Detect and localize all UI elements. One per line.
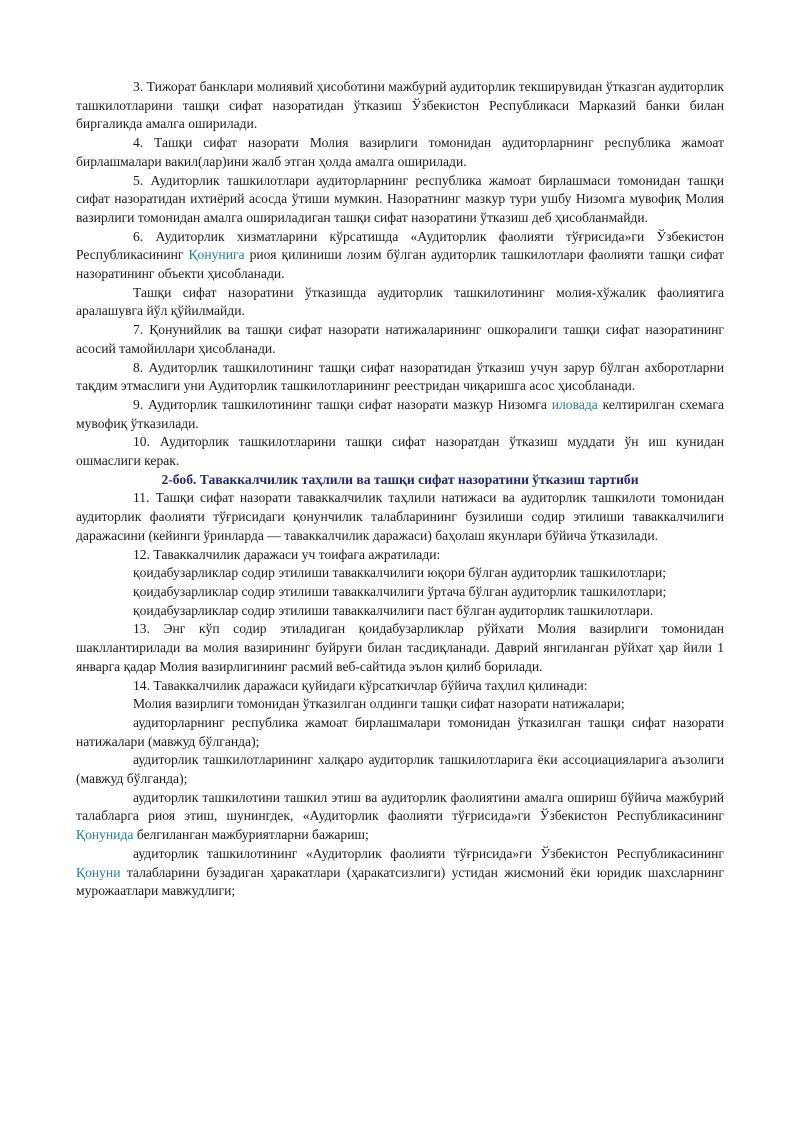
indicator-item-5 xyxy=(76,845,724,901)
appendix-link[interactable]: иловада xyxy=(551,396,598,412)
paragraph-13: 13. Энг кўп содир этиладиган қоидабузарликлар рўйхати Молия вазирлиги томонидан шакллантирилади ва молия вазирининг буйруғи билан тасдиқланади. Даврий янгиланган рўйхат ҳар йили 1 январга қадар Молия вазирлигининг расмий веб-сайтида эълон қилиб борилади. xyxy=(76,621,724,674)
indicator-item-1: Молия вазирлиги томонидан ўтказилган олдинги ташқи сифат назорати натижалари; xyxy=(133,696,625,712)
paragraph-5: 5. Аудиторлик ташкилотлари аудиторларнинг республика жамоат бирлашмаси томонидан ташқи сифат назоратидан ихтиёрий асосда ўтиши мумкин. Назоратнинг мазкур тури ушбу Низомга мувофиқ Молия вазирлиги томонидан амалга ошириладиган ташқи сифат назоратини ўтказиш деб ҳисобланмайди. xyxy=(76,172,724,225)
paragraph-7: 7. Қонунийлик ва ташқи сифат назорати натижаларининг ошкоралиги ташқи сифат назоратининг асосий тамойиллари ҳисобланади. xyxy=(76,322,724,356)
law-link[interactable]: Қонунида xyxy=(76,827,134,843)
paragraph-6-text-before: 6. Аудиторлик хизматларини кўрсатишда «Аудиторлик фаолияти тўғрисида»ги Ўзбекистон Республикасининг xyxy=(76,228,724,263)
paragraph-6-text-after: риоя қилиниши лозим бўлган аудиторлик ташкилотлари фаолияти ташқи сифат назоратининг объекти ҳисобланади. xyxy=(76,247,724,282)
risk-category-medium: қоидабузарликлар содир этилиши таваккалчилиги ўртача бўлган аудиторлик ташкилотлари; xyxy=(133,583,667,599)
indicator-item-5-text-before: аудиторлик ташкилотининг «Аудиторлик фаолияти тўғрисида»ги Ўзбекистон Республикасининг xyxy=(133,845,724,861)
paragraph-9-text-after: келтирилган схемага мувофиқ ўтказилади. xyxy=(76,396,724,431)
indicator-item-4-text-after: белгиланган мажбуриятларни бажариш; xyxy=(133,827,369,843)
paragraph-4: 4. Ташқи сифат назорати Молия вазирлиги томонидан аудиторларнинг республика жамоат бирлашмалари вакил(лар)ини жалб этган ҳолда амалга оширилади. xyxy=(76,135,724,169)
risk-category-high: қоидабузарликлар содир этилиши таваккалчилиги юқори бўлган аудиторлик ташкилотлари; xyxy=(133,565,667,581)
paragraph-3: 3. Тижорат банклари молиявий ҳисоботини мажбурий аудиторлик текширувидан ўтказган аудиторлик ташкилотларини ташқи сифат назоратидан ўтказиш Ўзбекистон Республикаси Марказий банки билан биргаликда амалга оширилади. xyxy=(76,79,724,132)
paragraph-10: 10. Аудиторлик ташкилотларини ташқи сифат назоратдан ўтказиш муддати ўн иш кунидан ошмаслиги керак. xyxy=(76,434,724,469)
paragraph-6-continued: Ташқи сифат назоратини ўтказишда аудиторлик ташкилотининг молия-хўжалик фаолиятига аралашувга йўл қўйилмайди. xyxy=(76,284,724,319)
paragraph-14: 14. Таваккалчилик даражаси қуйидаги кўрсаткичлар бўйича таҳлил қилинади: xyxy=(133,677,588,693)
paragraph-11: 11. Ташқи сифат назорати таваккалчилик таҳлили натижаси ва аудиторлик ташкилоти томонидан аудиторлик фаолияти тўғрисидаги қонунчилик талабларининг бузилиши содир этилиши таваккалчилиги даражасини (кейинги ўринларда — таваккалчилик даражаси) баҳолаш якунлари бўйича ўтказилади. xyxy=(76,490,724,543)
paragraph-6 xyxy=(76,228,724,284)
paragraph-12: 12. Таваккалчилик даражаси уч тоифага ажратилади: xyxy=(133,546,441,562)
indicator-item-3: аудиторлик ташкилотларининг халқаро аудиторлик ташкилотларига ёки ассоциацияларига аъзолиги (мавжуд бўлганда); xyxy=(76,752,724,787)
paragraph-9 xyxy=(76,396,724,433)
paragraph-8: 8. Аудиторлик ташкилотининг ташқи сифат назоратидан ўтказиш учун зарур бўлган ахборотларни тақдим этмаслиги уни Аудиторлик ташкилотларининг реестридан чиқаришга асос ҳисобланади. xyxy=(76,359,724,394)
paragraph-9-text-before: 9. Аудиторлик ташкилотининг ташқи сифат назорати мазкур Низомга xyxy=(133,396,552,412)
indicator-item-5-text-after: талабларини бузадиган ҳаракатлари (ҳаракатсизлиги) устидан жисмоний ёки юридик шахсларнинг мурожаатлари мавжудлиги; xyxy=(76,864,724,899)
law-link[interactable]: Қонуни xyxy=(76,864,121,880)
document-page xyxy=(76,78,724,901)
chapter-2-heading: 2-боб. Таваккалчилик таҳлили ва ташқи сифат назоратини ўтказиш тартиби xyxy=(161,471,639,487)
indicator-item-4-text-before: аудиторлик ташкилотини ташкил этиш ва аудиторлик фаолиятини амалга ошириш бўйича мажбурий талабларга риоя этиш, шунингдек, «Аудиторлик фаолияти тўғрисида»ги Ўзбекистон Республикасининг xyxy=(76,789,724,824)
indicator-item-4 xyxy=(76,789,724,845)
risk-category-low: қоидабузарликлар содир этилиши таваккалчилиги паст бўлган аудиторлик ташкилотлари. xyxy=(133,602,654,618)
indicator-item-2: аудиторларнинг республика жамоат бирлашмалари томонидан ўтказилган ташқи сифат назорати натижалари (мавжуд бўлганда); xyxy=(76,714,724,749)
law-link[interactable]: Қонунига xyxy=(188,247,245,263)
